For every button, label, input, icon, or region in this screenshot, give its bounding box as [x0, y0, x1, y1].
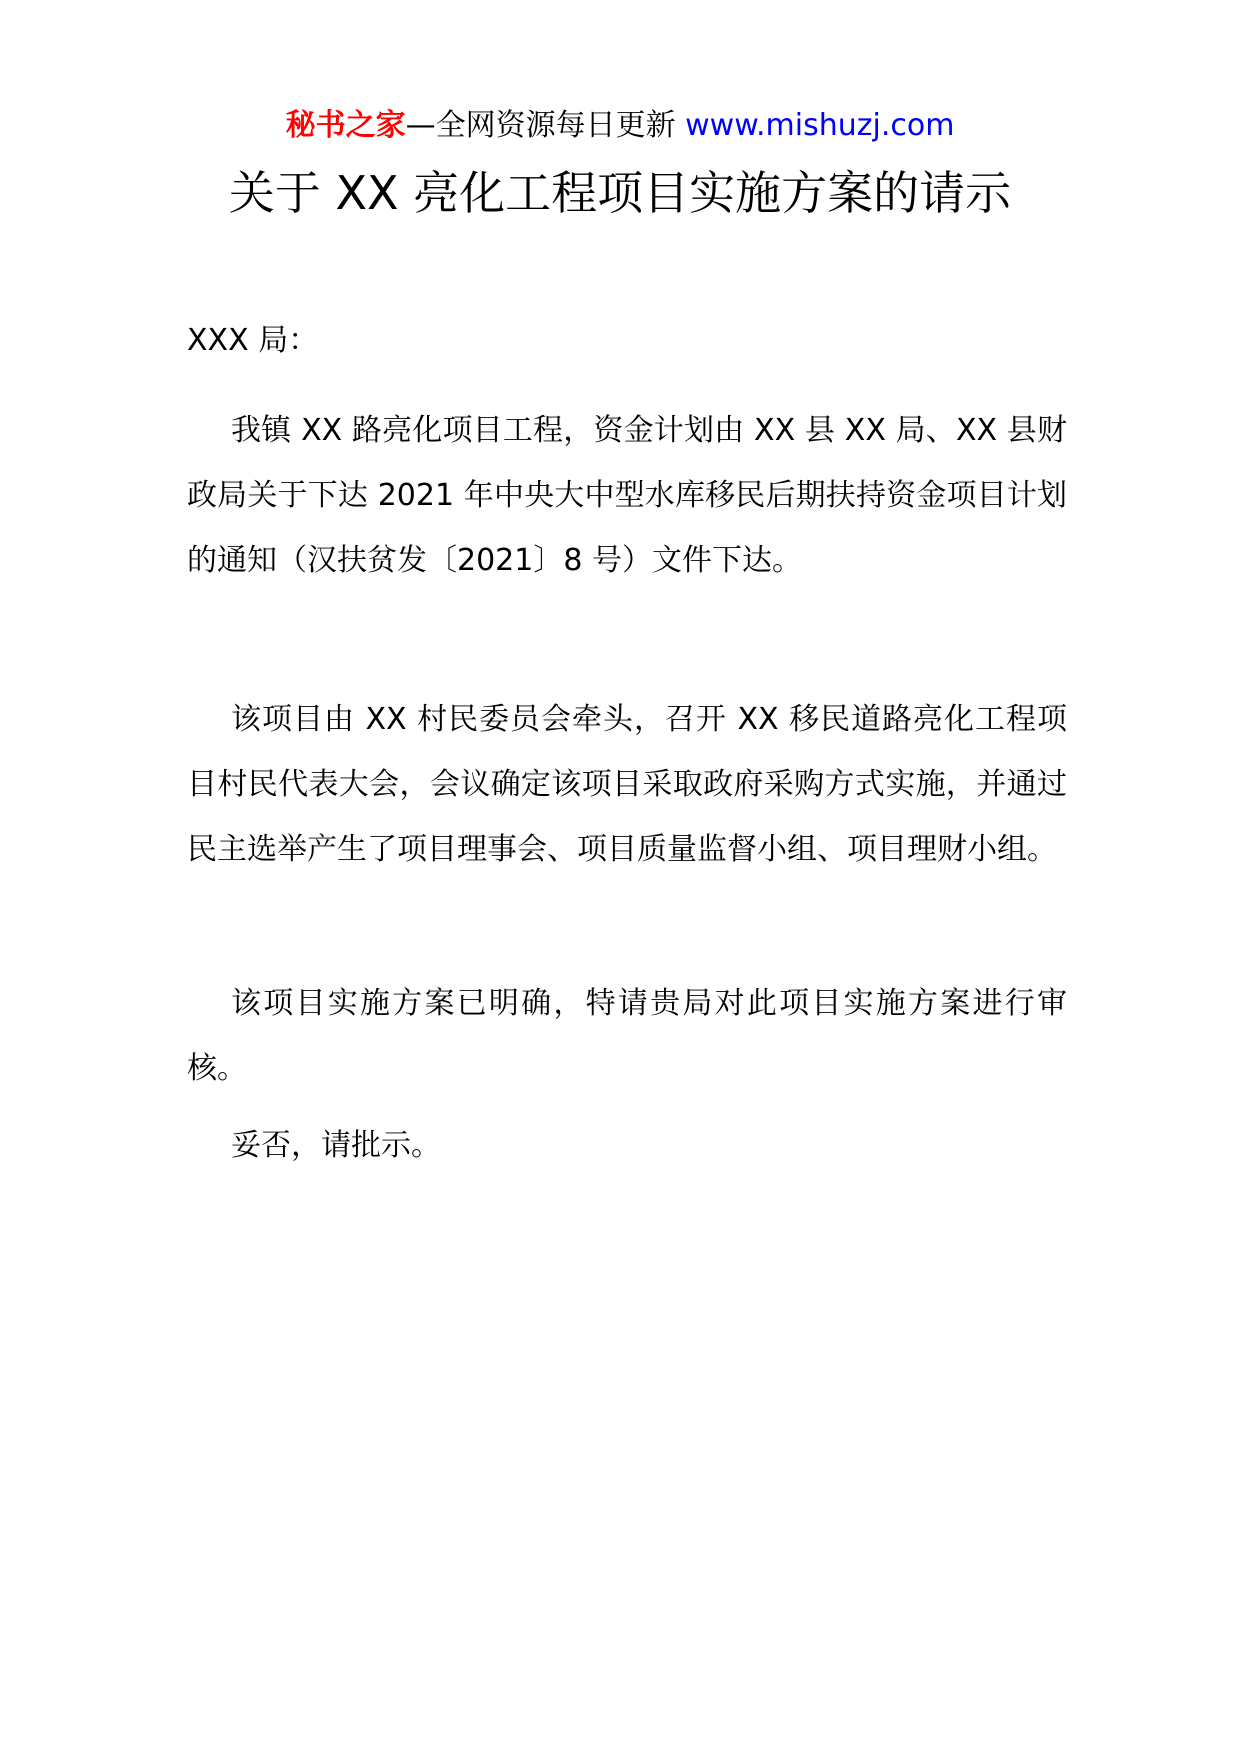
site-url-link[interactable]: www.mishuzj.com	[685, 108, 955, 143]
site-header	[0, 104, 1240, 148]
document-title: 关于 XX 亮化工程项目实施方案的请示	[228, 166, 1012, 220]
body-paragraph-3: 该项目实施方案已明确，特请贵局对此项目实施方案进行审核。	[187, 986, 1067, 1086]
header-tagline: —全网资源每日更新	[405, 108, 676, 143]
body-paragraph-2: 该项目由 XX 村民委员会牵头，召开 XX 移民道路亮化工程项目村民代表大会，会议确定该项目采取政府采购方式实施，并通过民主选举产生了项目理事会、项目质量监督小组、项目理财小组。	[187, 702, 1067, 867]
closing-request: 妥否，请批示。	[231, 1128, 441, 1163]
salutation: XXX 局：	[187, 323, 319, 358]
brand-name: 秘书之家	[285, 108, 406, 143]
body-paragraph-1: 我镇 XX 路亮化项目工程，资金计划由 XX 县 XX 局、XX 县财政局关于下达 2021 年中央大中型水库移民后期扶持资金项目计划的通知（汉扶贫发〔2021〕8 号）文件下达。	[187, 413, 1067, 578]
